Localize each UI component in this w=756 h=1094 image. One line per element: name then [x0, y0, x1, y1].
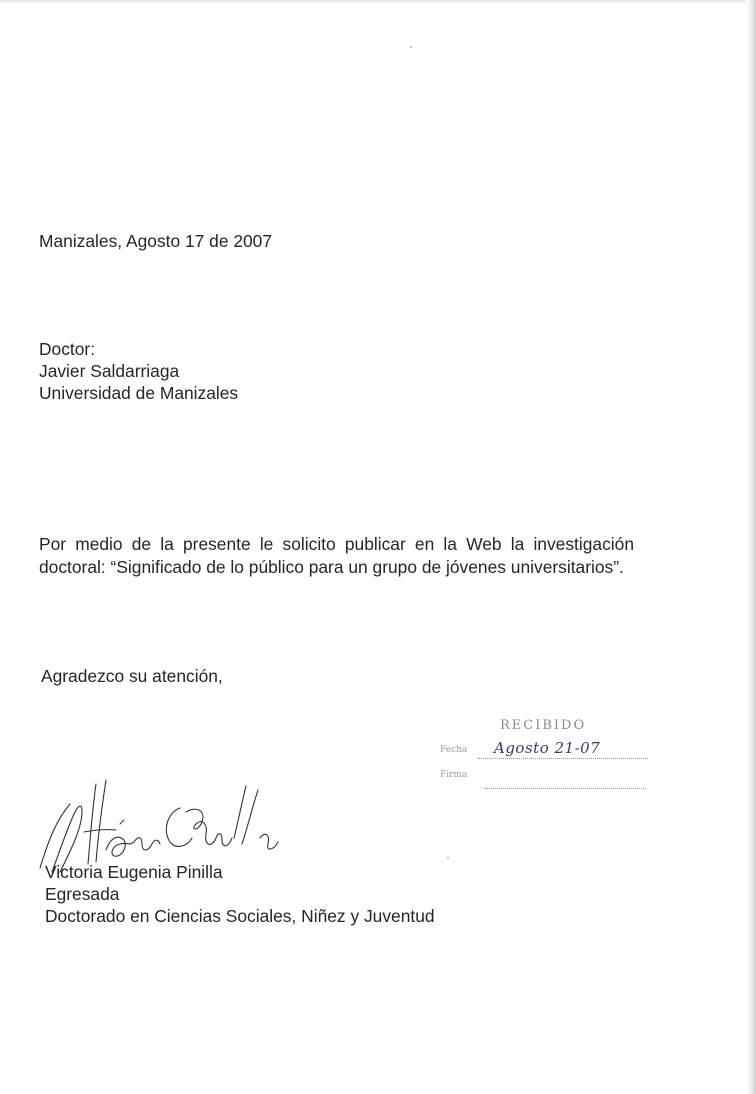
stamp-date-value: Agosto 21-07 — [494, 739, 601, 757]
paper-speck — [447, 857, 449, 859]
scan-shadow-top — [0, 0, 756, 4]
letter-date: Manizales, Agosto 17 de 2007 — [39, 231, 273, 251]
stamp-date-line — [478, 758, 648, 759]
signature-stroke — [106, 837, 134, 856]
stamp-date-label: Fecha — [440, 745, 468, 755]
signer-program: Doctorado en Ciencias Sociales, Niñez y Juventud — [45, 906, 435, 926]
signature-stroke — [88, 784, 96, 864]
stamp-signature-label: Firma — [440, 770, 468, 780]
stamp-signature-line — [484, 788, 646, 789]
paper-speck — [410, 46, 412, 48]
recipient-name: Javier Saldarriaga — [39, 361, 180, 381]
signer-role: Egresada — [45, 884, 120, 904]
recipient-institution: Universidad de Manizales — [39, 383, 239, 403]
received-stamp — [436, 716, 656, 796]
recipient-title: Doctor: — [39, 339, 96, 359]
signer-name: Victoria Eugenia Pinilla — [45, 862, 223, 882]
signature-stroke — [120, 820, 124, 824]
scan-shadow-right — [746, 0, 756, 1094]
letter-closing: Agradezco su atención, — [41, 666, 223, 686]
signature-stroke — [166, 808, 192, 846]
signature-stroke — [260, 834, 278, 849]
signature-stroke — [134, 838, 160, 850]
stamp-title: RECIBIDO — [500, 718, 587, 733]
signature-stroke — [186, 809, 232, 846]
signature-stroke — [242, 790, 258, 844]
letter-body: Por medio de la presente le solicito publicar en la Web la investigación doctoral: “Significado de lo público para un grupo de jóvenes universitarios”. — [39, 534, 634, 577]
signature-stroke — [84, 830, 116, 832]
signature-stroke — [234, 786, 246, 838]
signature-stroke — [96, 780, 106, 862]
